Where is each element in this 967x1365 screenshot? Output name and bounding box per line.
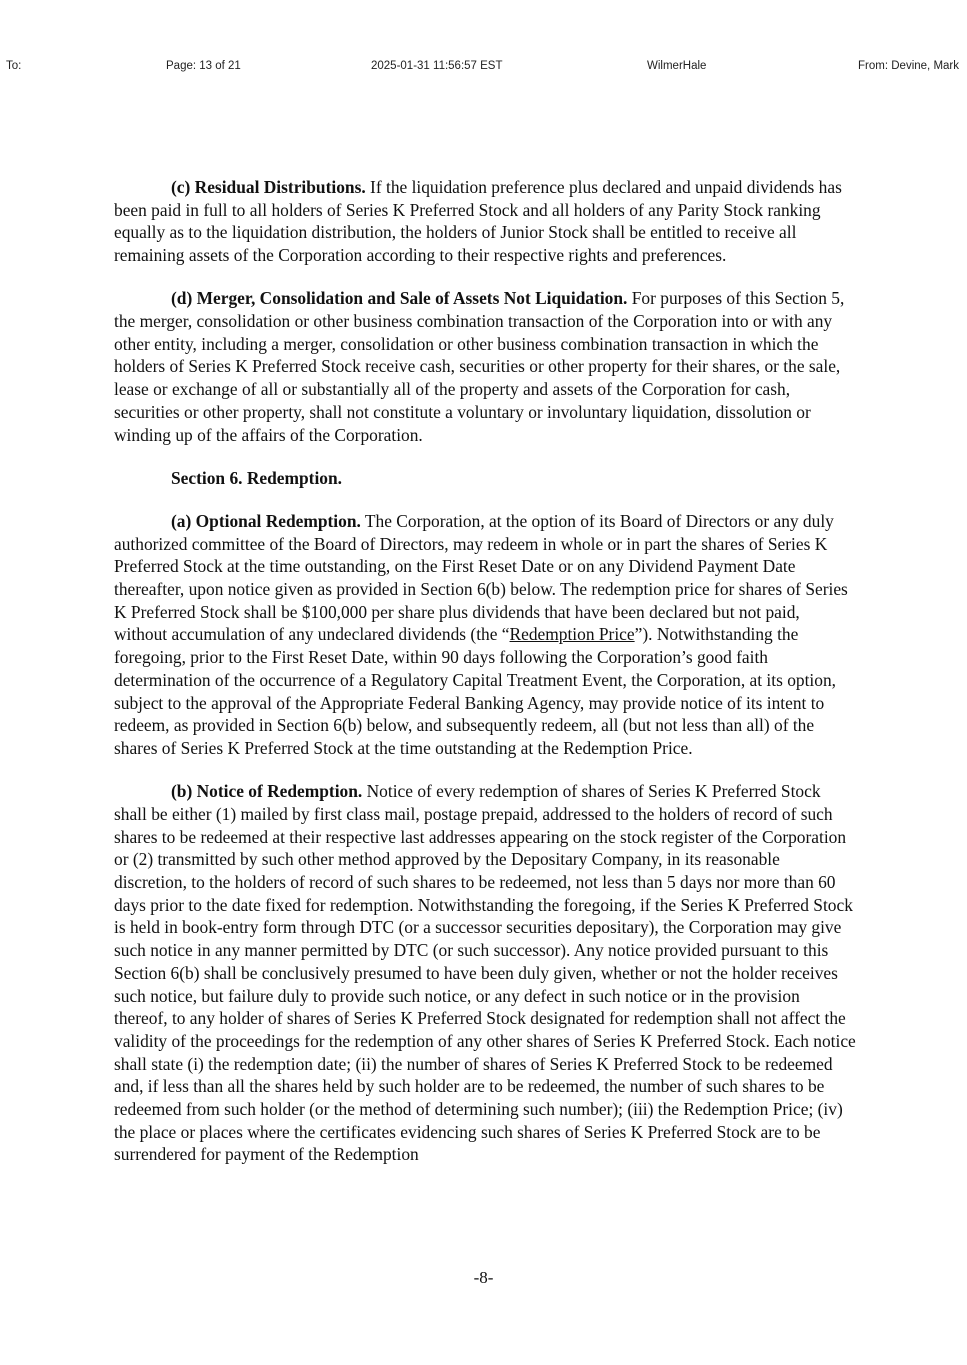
- paragraph-notice-of-redemption: [114, 780, 856, 1166]
- paragraph-heading: (d) Merger, Consolidation and Sale of Assets Not Liquidation.: [171, 288, 628, 309]
- defined-term: Redemption Price: [509, 624, 635, 645]
- section-heading: Section 6. Redemption.: [171, 467, 343, 488]
- paragraph-residual-distributions: [114, 176, 856, 267]
- fax-to: To:: [6, 60, 22, 72]
- document-body: [114, 176, 856, 1187]
- paragraph-optional-redemption: [114, 510, 856, 760]
- fax-firm: WilmerHale: [647, 60, 707, 72]
- paragraph-text: For purposes of this Section 5, the merger, consolidation or other business combination transaction of the Corporation into or with any other entity, including a merger, consolidation or other business combination transaction in which the holders of Series K Preferred Stock receive cash, securities or other property for their shares, or the sale, lease or exchange of all or substantially all of the property and assets of the Corporation for cash, securities or other property, shall not constitute a voluntary or involuntary liquidation, dissolution or winding up of the affairs of the Corporation.: [114, 288, 845, 445]
- paragraph-text: If the liquidation preference plus declared and unpaid dividends has been paid in full to all holders of Series K Preferred Stock and all holders of any Parity Stock ranking equally as to the liquidation distribution, the holders of Junior Stock shall be entitled to receive all remaining assets of the Corporation according to their respective rights and preferences.: [114, 177, 842, 266]
- fax-from: From: Devine, Mark: [858, 60, 959, 72]
- paragraph-text: Notice of every redemption of shares of Series K Preferred Stock shall be either (1) mailed by first class mail, postage prepaid, addressed to the holders of record of such shares to be redeemed at their respective last addresses appearing on the stock register of the Corporation or (2) transmitted by such other method approved by the Depositary Company, in its reasonable discretion, to the holders of record of such shares to be redeemed, not less than 5 days nor more than 60 days prior to the date fixed for redemption. Notwithstanding the foregoing, if the Series K Preferred Stock is held in book-entry form through DTC (or a successor securities depositary), the Corporation may give such notice in any manner permitted by DTC (or such successor). Any notice provided pursuant to this Section 6(b) shall be conclusively presumed to have been duly given, whether or not the holder receives such notice, but failure duly to provide such notice, or any defect in such notice or in the provision thereof, to any holder of shares of Series K Preferred Stock designated for redemption shall not affect the validity of the proceedings for the redemption of any other shares of Series K Preferred Stock. Each notice shall state (i) the redemption date; (ii) the number of shares of Series K Preferred Stock to be redeemed and, if less than all the shares held by such holder are to be redeemed, the number of such shares to be redeemed from such holder (or the method of determining such number); (iii) the Redemption Price; (iv) the place or places where the certificates evidencing such shares of Series K Preferred Stock are to be surrendered for payment of the Redemption: [114, 781, 856, 1165]
- paragraph-text: ”). Notwithstanding the foregoing, prior to the First Reset Date, within 90 days following the Corporation’s good faith determination of the occurrence of a Regulatory Capital Treatment Event, the Corporation, at its option, subject to the approval of the Appropriate Federal Banking Agency, may provide notice of its intent to redeem, as provided in Section 6(b) below, and subsequently redeem, all (but not less than all) of the shares of Series K Preferred Stock at the time outstanding at the Redemption Price.: [114, 624, 836, 758]
- paragraph-heading: (a) Optional Redemption.: [171, 510, 361, 531]
- fax-header: [0, 60, 967, 76]
- fax-page-count: Page: 13 of 21: [166, 60, 241, 72]
- fax-timestamp: 2025-01-31 11:56:57 EST: [371, 60, 503, 72]
- page-number: -8-: [473, 1268, 494, 1287]
- paragraph-merger-consolidation: [114, 287, 856, 446]
- paragraph-heading: (b) Notice of Redemption.: [171, 781, 363, 802]
- paragraph-heading: (c) Residual Distributions.: [171, 177, 366, 197]
- paragraph-text: The Corporation, at the option of its Board of Directors or any duly authorized committee of the Board of Directors, may redeem in whole or in part the shares of Series K Preferred Stock at the time outstanding, on the First Reset Date or on any Dividend Payment Date thereafter, upon notice given as provided in Section 6(b) below. The redemption price for shares of Series K Preferred Stock shall be $100,000 per share plus dividends that have been declared but not paid, without accumulation of any undeclared dividends (the “: [114, 510, 848, 645]
